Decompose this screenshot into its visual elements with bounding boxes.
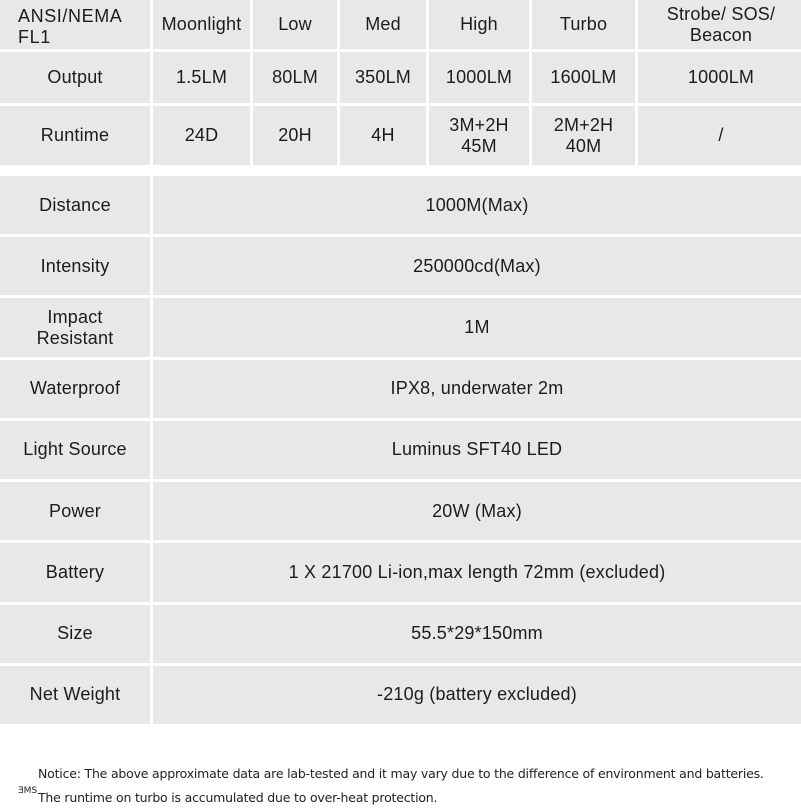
spec-value: IPX8, underwater 2m (153, 360, 801, 418)
spec-value: Luminus SFT40 LED (153, 421, 801, 479)
spec-label: Net Weight (0, 666, 150, 724)
runtime-high: 3M+2H 45M (429, 106, 529, 165)
spec-label: Intensity (0, 237, 150, 295)
spec-label: Impact Resistant (0, 298, 150, 356)
mode-header-strobe: Strobe/ SOS/ Beacon (638, 0, 801, 49)
modes-table (0, 0, 801, 165)
output-high: 1000LM (429, 52, 529, 103)
turbo-notice-text: The runtime on turbo is accumulated due to over-heat protection. (38, 790, 438, 805)
runtime-strobe: / (638, 106, 801, 165)
output-row-label: Output (0, 52, 150, 103)
spec-value: 20W (Max) (153, 482, 801, 540)
specs-table (0, 176, 801, 724)
runtime-row-label: Runtime (0, 106, 150, 165)
spec-label: Size (0, 605, 150, 663)
wms-mark: ƎMS (18, 786, 38, 796)
output-med: 350LM (340, 52, 426, 103)
spec-label: Battery (0, 543, 150, 601)
notice-text: Notice: The above approximate data are lab-tested and it may vary due to the difference of environment and batteries. (38, 766, 764, 781)
spec-label: Waterproof (0, 360, 150, 418)
output-low: 80LM (253, 52, 337, 103)
mode-header-med: Med (340, 0, 426, 49)
spec-label: Distance (0, 176, 150, 234)
spec-value: 1000M(Max) (153, 176, 801, 234)
spec-label: Power (0, 482, 150, 540)
runtime-turbo: 2M+2H 40M (532, 106, 635, 165)
mode-header-high: High (429, 0, 529, 49)
spec-value: -210g (battery excluded) (153, 666, 801, 724)
mode-header-low: Low (253, 0, 337, 49)
mode-header-turbo: Turbo (532, 0, 635, 49)
output-moonlight: 1.5LM (153, 52, 250, 103)
mode-header-moonlight: Moonlight (153, 0, 250, 49)
spec-value: 1 X 21700 Li-ion,max length 72mm (excluded) (153, 543, 801, 601)
runtime-med: 4H (340, 106, 426, 165)
standard-header-cell: ANSI/NEMA FL1 (0, 0, 150, 49)
spec-value: 55.5*29*150mm (153, 605, 801, 663)
runtime-low: 20H (253, 106, 337, 165)
spec-label: Light Source (0, 421, 150, 479)
runtime-moonlight: 24D (153, 106, 250, 165)
spec-value: 1M (153, 298, 801, 356)
spec-value: 250000cd(Max) (153, 237, 801, 295)
output-strobe: 1000LM (638, 52, 801, 103)
output-turbo: 1600LM (532, 52, 635, 103)
